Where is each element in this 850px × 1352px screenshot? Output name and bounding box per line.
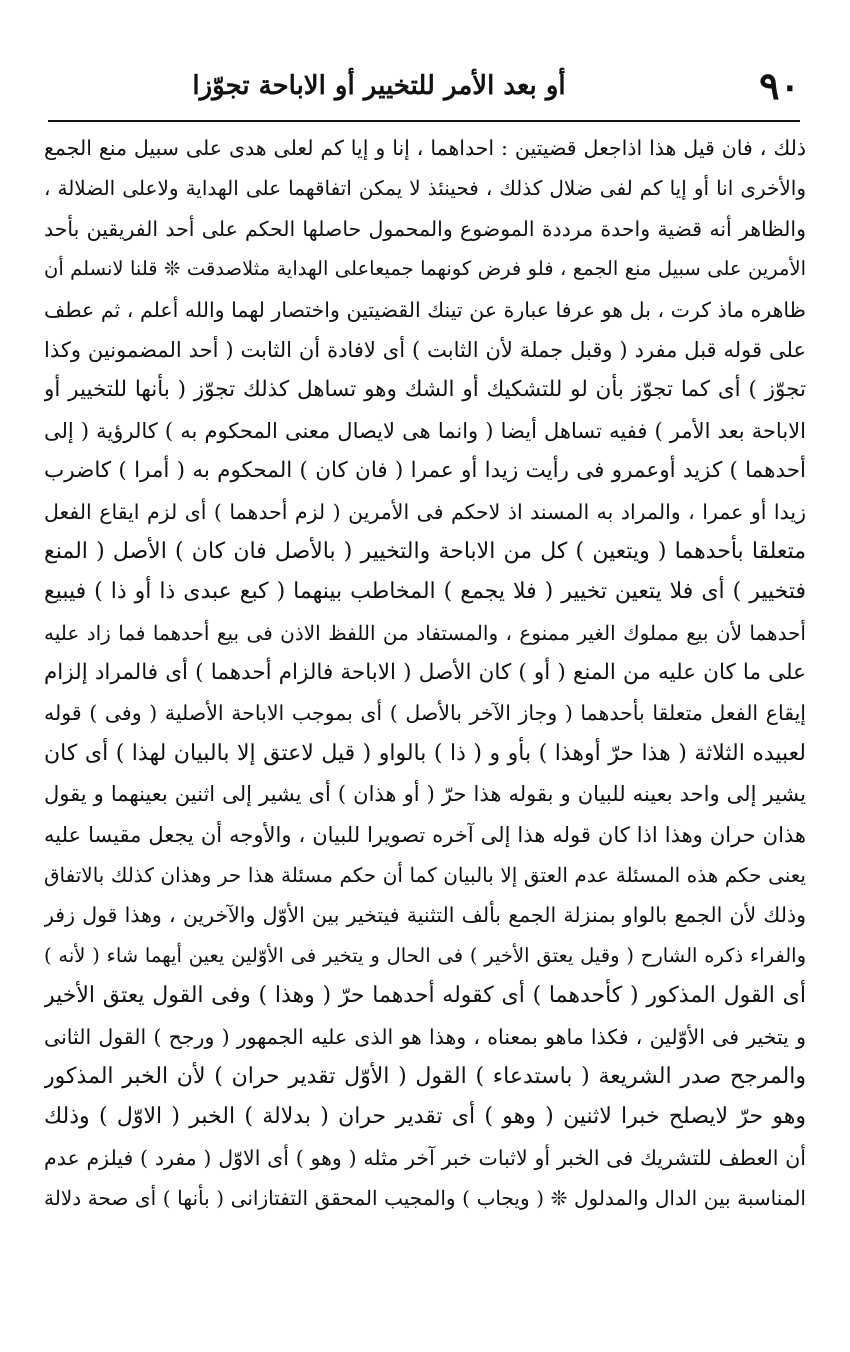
text-line: الاباحة بعد الأمر ) ففيه تساهل أيضا ( وانما هى لايصال معنى المحكوم به ) كالرؤية ( إلى (44, 418, 806, 443)
text-line: على ما كان عليه من المنع ( أو ) كان الأصل ( الاباحة فالزام أحدهما ) أى فالمراد إلزام (44, 660, 806, 686)
text-line: أحدهما لأن بيع مملوك الغير ممنوع ، والمستفاد من اللفظ الاذن فى بيع أحدهما فما زاد عليه (44, 620, 806, 645)
text-line: زيدا أو عمرا ، والمراد به المسند اذ لاحكم فى الأمرين ( لزم أحدهما ) أى لزم ايقاع الفعل (44, 499, 806, 524)
text-line: والأخرى انا أو إيا كم لفى ضلال كذلك ، فحينئذ لا يمكن اتفاقهما على الهداية ولاعلى الضلالة ، (44, 176, 806, 201)
text-line: والظاهر أنه قضية واحدة مرددة الموضوع والمحمول حاصلها الحكم على أحد الفريقين بأحد (44, 216, 806, 241)
text-line: أن العطف للتشريك فى الخبر أو لاثبات خبر آخر مثله ( وهو ) أى الاوّل ( مفرد ) فيلزم عدم (44, 1145, 806, 1170)
text-line: يعنى حكم هذه المسئلة عدم العتق إلا بالبيان كما أن حكم مسئلة هذا حر وهذان كذلك بالاتفاق (44, 863, 806, 888)
page-header (48, 56, 800, 116)
text-line: والفراء ذكره الشارح ( وقيل يعتق الأخير ) فى الحال و يتخير فى الأوّلين يعين أيهما شاء ( لأنه ) (44, 943, 806, 967)
text-line: أى القول المذكور ( كأحدهما ) أى كقوله أحدهما حرّ ( وهذا ) وفى القول يعتق الأخير (44, 983, 806, 1009)
text-line: المناسبة بين الدال والمدلول ❊ ( ويجاب ) والمجيب المحقق التفتازانى ( بأنها ) أى صحة دلالة (44, 1186, 806, 1211)
text-line: الأمرين على سبيل منع الجمع ، فلو فرض كونهما جميعاعلى الهداية مثلاصدقت ❊ قلنا لانسلم أن (44, 257, 806, 281)
text-line: إيقاع الفعل متعلقا بأحدهما ( وجاز الآخر بالأصل ) أى بموجب الاباحة الأصلية ( وفى ) قوله (44, 701, 806, 726)
text-line: يشير إلى واحد بعينه للبيان و بقوله هذا حرّ ( أو هذان ) أى يشير إلى اثنين بعينهما و يقول (44, 782, 806, 807)
body-text (44, 128, 806, 1288)
text-line: ظاهره ماذ كرت ، بل هو عرفا عبارة عن تينك القضيتين واختصار لهما والله أعلم ، ثم عطف (44, 297, 806, 322)
page-number: ٩٠ (759, 63, 800, 108)
header-rule (48, 120, 800, 122)
text-line: والمرجح صدر الشريعة ( باستدعاء ) القول ( الأوّل تقدير حران ) لأن الخبر المذكور (44, 1063, 806, 1089)
text-line: أحدهما ) كزيد أوعمرو فى رأيت زيدا أو عمرا ( فان كان ) المحكوم به ( أمرا ) كاضرب (44, 458, 806, 484)
text-line: لعبيده الثلاثة ( هذا حرّ أوهذا ) بأو و ( ذا ) بالواو ( قيل لاعتق إلا بالبيان لهذا ) أى كان (44, 740, 806, 766)
text-line: تجوّز ) أى كما تجوّز بأن لو للتشكيك أو الشك وهو تساهل كذلك تجوّز ( بأنها للتخيير أو (44, 377, 806, 403)
text-line: فتخيير ) أى فلا يتعين تخيير ( فلا يجمع ) المخاطب بينهما ( كبع عبدى ذا أو ذا ) فيبيع (44, 579, 806, 605)
text-line: وهو حرّ لايصلح خبرا لاثنين ( وهو ) أى تقدير حران ( بدلالة ) الخبر ( الاوّل ) وذلك (44, 1104, 806, 1130)
text-line: و يتخير فى الأوّلين ، فكذا ماهو بمعناه ، وهذا هو الذى عليه الجمهور ( ورجح ) القول الثانى (44, 1024, 806, 1049)
text-line: وذلك لأن الجمع بالواو بمنزلة الجمع بألف التثنية فيتخير بين الأوّل والآخرين ، وهذا قول زفر (44, 903, 806, 928)
text-line: متعلقا بأحدهما ( ويتعين ) كل من الاباحة والتخيير ( بالأصل فان كان ) الأصل ( المنع (44, 538, 806, 564)
running-head: أو بعد الأمر للتخيير أو الاباحة تجوّزا (192, 71, 566, 101)
text-line: هذان حران وهذا اذا كان قوله هذا إلى آخره تصويرا للبيان ، والأوجه أن يجعل مقيسا عليه (44, 822, 806, 847)
text-line: ذلك ، فان قيل هذا اذاجعل قضيتين : احداهما ، إنا و إيا كم لعلى هدى على سبيل منع الجمع (44, 136, 806, 160)
text-line: على قوله قبل مفرد ( وقبل جملة لأن الثابت ) أى لافادة أن الثابت ( أحد المضمونين وكذا (44, 337, 806, 362)
